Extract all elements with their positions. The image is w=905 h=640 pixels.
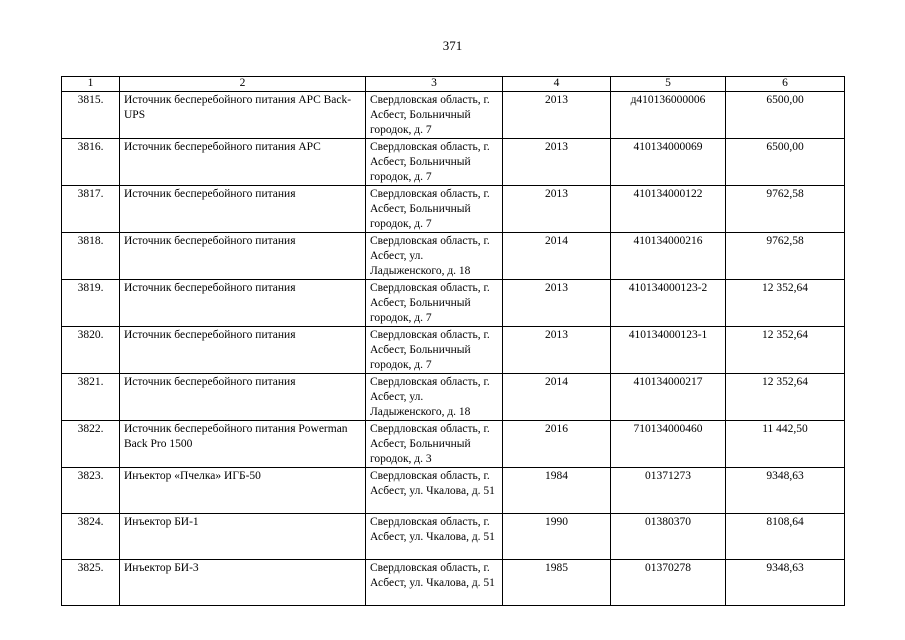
table-row <box>62 560 845 606</box>
item-address: Свердловская область, г. Асбест, ул. Чкалова, д. 51 <box>366 560 503 606</box>
column-header-4: 4 <box>503 77 611 92</box>
inventory-number: 01371273 <box>611 468 726 514</box>
table-row <box>62 327 845 374</box>
inventory-number: 710134000460 <box>611 421 726 468</box>
column-header-3: 3 <box>366 77 503 92</box>
item-address: Свердловская область, г. Асбест, Больничный городок, д. 7 <box>366 186 503 233</box>
table-row <box>62 280 845 327</box>
item-name: Источник бесперебойного питания APC <box>120 139 366 186</box>
item-address: Свердловская область, г. Асбест, Больничный городок, д. 7 <box>366 139 503 186</box>
item-address: Свердловская область, г. Асбест, Больничный городок, д. 7 <box>366 280 503 327</box>
item-cost: 9762,58 <box>726 186 845 233</box>
inventory-number: д410136000006 <box>611 92 726 139</box>
item-address: Свердловская область, г. Асбест, Больничный городок, д. 3 <box>366 421 503 468</box>
item-year: 2016 <box>503 421 611 468</box>
item-cost: 9762,58 <box>726 233 845 280</box>
row-number: 3816. <box>62 139 120 186</box>
item-year: 1985 <box>503 560 611 606</box>
item-year: 2014 <box>503 374 611 421</box>
table-body <box>62 92 845 606</box>
row-number: 3817. <box>62 186 120 233</box>
item-year: 2013 <box>503 186 611 233</box>
item-year: 2013 <box>503 327 611 374</box>
item-name: Источник бесперебойного питания <box>120 374 366 421</box>
item-cost: 6500,00 <box>726 139 845 186</box>
inventory-number: 410134000217 <box>611 374 726 421</box>
row-number: 3824. <box>62 514 120 560</box>
item-name: Источник бесперебойного питания <box>120 233 366 280</box>
table-row <box>62 514 845 560</box>
item-cost: 9348,63 <box>726 468 845 514</box>
inventory-number: 410134000122 <box>611 186 726 233</box>
item-year: 1990 <box>503 514 611 560</box>
item-address: Свердловская область, г. Асбест, Больничный городок, д. 7 <box>366 92 503 139</box>
item-cost: 12 352,64 <box>726 327 845 374</box>
column-header-5: 5 <box>611 77 726 92</box>
column-header-6: 6 <box>726 77 845 92</box>
inventory-number: 410134000123-2 <box>611 280 726 327</box>
table-row <box>62 421 845 468</box>
inventory-number: 410134000216 <box>611 233 726 280</box>
item-year: 2013 <box>503 139 611 186</box>
property-registry-table <box>61 76 845 606</box>
item-name: Источник бесперебойного питания <box>120 280 366 327</box>
item-year: 2014 <box>503 233 611 280</box>
row-number: 3819. <box>62 280 120 327</box>
item-name: Источник бесперебойного питания <box>120 186 366 233</box>
item-year: 1984 <box>503 468 611 514</box>
item-address: Свердловская область, г. Асбест, ул. Ладыженского, д. 18 <box>366 233 503 280</box>
item-cost: 8108,64 <box>726 514 845 560</box>
item-cost: 12 352,64 <box>726 374 845 421</box>
inventory-number: 410134000069 <box>611 139 726 186</box>
inventory-number: 01370278 <box>611 560 726 606</box>
column-header-1: 1 <box>62 77 120 92</box>
item-name: Источник бесперебойного питания <box>120 327 366 374</box>
header-row <box>62 77 845 92</box>
table-row <box>62 186 845 233</box>
item-address: Свердловская область, г. Асбест, ул. Чкалова, д. 51 <box>366 514 503 560</box>
row-number: 3820. <box>62 327 120 374</box>
item-address: Свердловская область, г. Асбест, ул. Ладыженского, д. 18 <box>366 374 503 421</box>
row-number: 3815. <box>62 92 120 139</box>
inventory-number: 01380370 <box>611 514 726 560</box>
column-header-2: 2 <box>120 77 366 92</box>
row-number: 3823. <box>62 468 120 514</box>
table-row <box>62 468 845 514</box>
table-row <box>62 92 845 139</box>
item-name: Источник бесперебойного питания APC Back-UPS <box>120 92 366 139</box>
row-number: 3821. <box>62 374 120 421</box>
item-name: Инъектор БИ-1 <box>120 514 366 560</box>
table-row <box>62 233 845 280</box>
table-row <box>62 374 845 421</box>
item-name: Инъектор БИ-3 <box>120 560 366 606</box>
table-row <box>62 139 845 186</box>
item-year: 2013 <box>503 280 611 327</box>
item-cost: 9348,63 <box>726 560 845 606</box>
page-number: 371 <box>442 38 463 53</box>
item-cost: 12 352,64 <box>726 280 845 327</box>
item-name: Источник бесперебойного питания Powerman Back Pro 1500 <box>120 421 366 468</box>
row-number: 3825. <box>62 560 120 606</box>
row-number: 3822. <box>62 421 120 468</box>
item-address: Свердловская область, г. Асбест, ул. Чкалова, д. 51 <box>366 468 503 514</box>
item-year: 2013 <box>503 92 611 139</box>
item-cost: 6500,00 <box>726 92 845 139</box>
item-address: Свердловская область, г. Асбест, Больничный городок, д. 7 <box>366 327 503 374</box>
item-cost: 11 442,50 <box>726 421 845 468</box>
item-name: Инъектор «Пчелка» ИГБ-50 <box>120 468 366 514</box>
inventory-number: 410134000123-1 <box>611 327 726 374</box>
row-number: 3818. <box>62 233 120 280</box>
